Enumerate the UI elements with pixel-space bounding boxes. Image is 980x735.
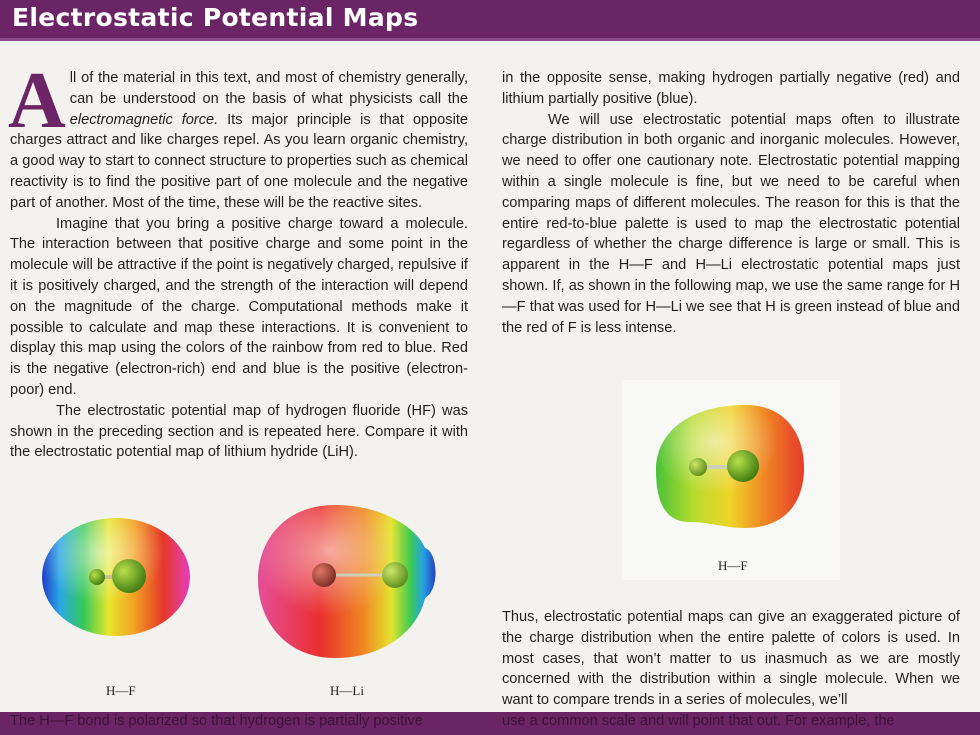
page-title: Electrostatic Potential Maps: [12, 3, 419, 32]
paragraph-continued: in the opposite sense, making hydrogen partially negative (red) and lithium partially positive (blue).: [502, 70, 960, 107]
paragraph-positive-charge: Imagine that you bring a positive charge toward a molecule. The interaction between that positive charge and some point in the molecule will be attractive if the point is negatively charged, repulsive if it is positively charged, and the strength of the interaction will depend on the magnitude of the charge. Computational methods make it possible to calculate and map these interactions. It is convenient to display this map using the colors of the rainbow from red to blue. Red is the negative (electron-rich) end and blue is the positive (electron-poor) end.: [10, 215, 468, 398]
fluorine-atom: [727, 450, 759, 482]
hf-same-scale-caption: H—F: [718, 558, 748, 573]
hf-caption: H—F: [106, 683, 136, 698]
hli-caption: H—Li: [330, 683, 364, 698]
fluorine-atom: [112, 559, 146, 593]
bottom-bar: [0, 712, 980, 735]
hydrogen-atom: [312, 563, 336, 587]
paragraph-hf-lih: The electrostatic potential map of hydrogen fluoride (HF) was shown in the preceding section and is repeated here. Compare it with the electrostatic potential map of lithium hydride (LiH).: [10, 402, 468, 461]
drop-cap: A: [8, 57, 66, 145]
bottom-right-text: use a common scale and will point that out. For example, the: [502, 713, 895, 729]
paragraph-cautionary-note: We will use electrostatic potential maps often to illustrate charge distribution in both organic and inorganic molecules. However, we need to offer one cautionary note. Electrostatic potential mapping within a single molecule is fine, but we need to be careful when comparing maps of different molecules. The reason for this is that the entire red-to-blue palette is used to map the electrostatic potential regardless of whether the charge difference is large or small. This is apparent in the H—F and H—Li electrostatic potential maps just shown. If, as shown in the following map, we use the same range for H—F that was used for H—Li we see that H is green instead of blue and the red of F is less intense.: [502, 111, 960, 336]
lithium-atom: [382, 562, 408, 588]
bottom-left-text: The H—F bond is polarized so that hydrogen is partially positive: [10, 713, 423, 729]
paragraph-exaggerated-picture: Thus, electrostatic potential maps can give an exaggerated picture of the charge distribution when the entire palette of colors is used. In most cases, that won’t matter to us inasmuch as we are mostly concerned with the distribution within a single molecule. When we want to compare trends in a series of molecules, we’ll: [502, 609, 960, 709]
hf-potential-map: [42, 518, 190, 636]
emphasized-term: electromagnetic force.: [69, 111, 219, 128]
hydrogen-atom: [89, 569, 105, 585]
hli-potential-map: [258, 505, 436, 658]
hydrogen-atom: [689, 458, 707, 476]
intro-paragraph: All of the material in this text, and most of chemistry generally, can be understood on the basis of what physicists call the electromagnetic force. Its major principle is that opposite charges attract and like charges repel. As you learn organic chemistry, a good way to start to connect structure to properties such as chemical reactivity is to find the positive part of one molecule and the negative part of another. Most of the time, these will be the reactive sites.: [8, 57, 468, 211]
